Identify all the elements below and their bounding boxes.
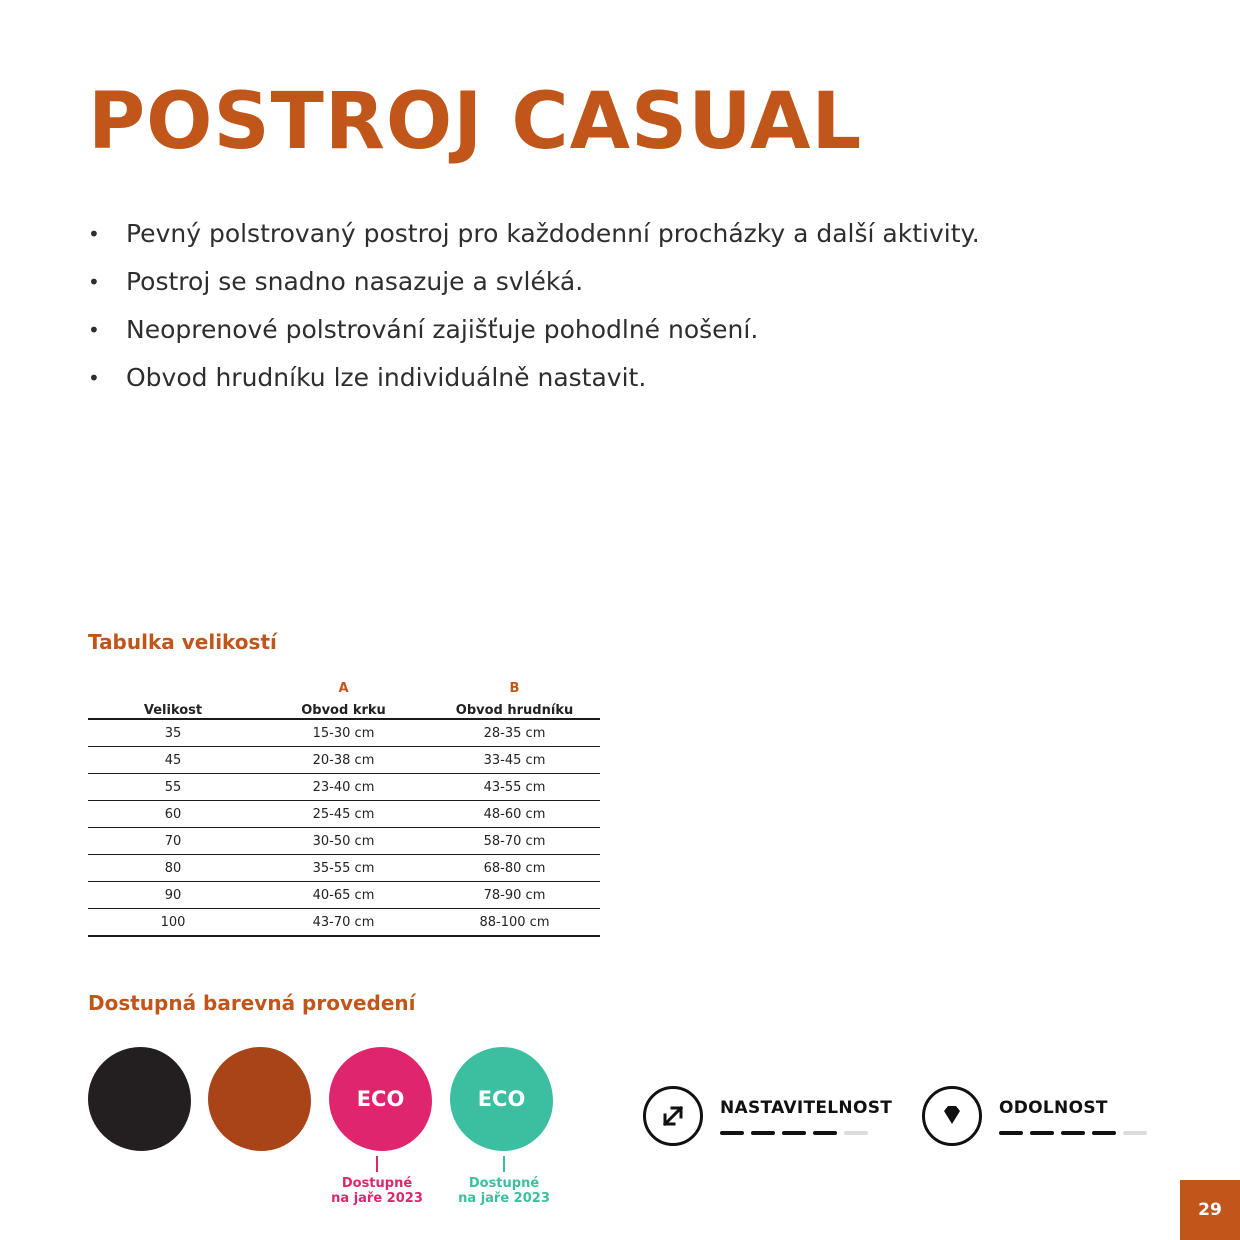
table-cell: 33-45 cm [429, 747, 600, 774]
color-swatch-brown [208, 1047, 311, 1151]
feature-label-adjustability: NASTAVITELNOST [720, 1098, 893, 1118]
rating-segment [1123, 1131, 1147, 1135]
size-table-heading: Tabulka velikostí [88, 630, 277, 654]
table-cell: 23-40 cm [258, 774, 429, 801]
page-title: POSTROJ CASUAL [88, 77, 863, 167]
table-cell: 100 [88, 909, 258, 937]
rating-segment [844, 1131, 868, 1135]
table-cell: 90 [88, 882, 258, 909]
table-row [88, 855, 600, 882]
table-cell: 58-70 cm [429, 828, 600, 855]
rating-segment [999, 1131, 1023, 1135]
table-cell: 60 [88, 801, 258, 828]
table-cell: 35 [88, 719, 258, 747]
resize-arrows-icon [643, 1086, 703, 1146]
rating-segment [1061, 1131, 1085, 1135]
rating-segment [1092, 1131, 1116, 1135]
table-cell: 55 [88, 774, 258, 801]
table-cell: 40-65 cm [258, 882, 429, 909]
color-swatch-black [88, 1047, 191, 1151]
pointer-line [376, 1156, 378, 1172]
feature-bullet-list [88, 210, 980, 402]
column-letter-b: B [509, 681, 520, 696]
table-row [88, 719, 600, 747]
table-cell: 43-70 cm [258, 909, 429, 937]
rating-durability [999, 1131, 1147, 1135]
diamond-icon [922, 1086, 982, 1146]
color-swatch-teal-eco [450, 1047, 553, 1151]
rating-segment [1030, 1131, 1054, 1135]
table-row [88, 882, 600, 909]
bullet-item: • Obvod hrudníku lze individuálně nastavit. [88, 354, 980, 402]
rating-segment [720, 1131, 744, 1135]
table-cell: 43-55 cm [429, 774, 600, 801]
table-row [88, 747, 600, 774]
pointer-line [503, 1156, 505, 1172]
size-table [88, 676, 600, 937]
column-header-size: Velikost [88, 696, 258, 719]
table-row [88, 828, 600, 855]
bullet-item: • Neoprenové polstrování zajišťuje pohodlné nošení. [88, 306, 980, 354]
feature-label-durability: ODOLNOST [999, 1098, 1108, 1118]
eco-label: ECO [356, 1087, 405, 1111]
table-cell: 68-80 cm [429, 855, 600, 882]
table-cell: 25-45 cm [258, 801, 429, 828]
rating-segment [751, 1131, 775, 1135]
table-row [88, 774, 600, 801]
rating-segment [782, 1131, 806, 1135]
table-row [88, 909, 600, 937]
column-header-neck: Obvod krku [258, 696, 429, 719]
table-cell: 80 [88, 855, 258, 882]
colors-heading: Dostupná barevná provedení [88, 991, 416, 1015]
table-cell: 35-55 cm [258, 855, 429, 882]
column-header-chest: Obvod hrudníku [429, 696, 600, 719]
table-row [88, 801, 600, 828]
availability-note-pink: Dostupné na jaře 2023 [322, 1156, 432, 1206]
bullet-item: • Postroj se snadno nasazuje a svléká. [88, 258, 980, 306]
table-cell: 20-38 cm [258, 747, 429, 774]
table-cell: 70 [88, 828, 258, 855]
page-number: 29 [1180, 1180, 1240, 1240]
table-cell: 88-100 cm [429, 909, 600, 937]
rating-segment [813, 1131, 837, 1135]
column-letter-a: A [338, 681, 349, 696]
color-swatch-pink-eco [329, 1047, 432, 1151]
table-cell: 30-50 cm [258, 828, 429, 855]
table-cell: 28-35 cm [429, 719, 600, 747]
rating-adjustability [720, 1131, 868, 1135]
eco-label: ECO [477, 1087, 526, 1111]
table-cell: 45 [88, 747, 258, 774]
table-cell: 15-30 cm [258, 719, 429, 747]
table-cell: 48-60 cm [429, 801, 600, 828]
table-cell: 78-90 cm [429, 882, 600, 909]
availability-note-teal: Dostupné na jaře 2023 [449, 1156, 559, 1206]
bullet-item: • Pevný polstrovaný postroj pro každodenní procházky a další aktivity. [88, 210, 980, 258]
